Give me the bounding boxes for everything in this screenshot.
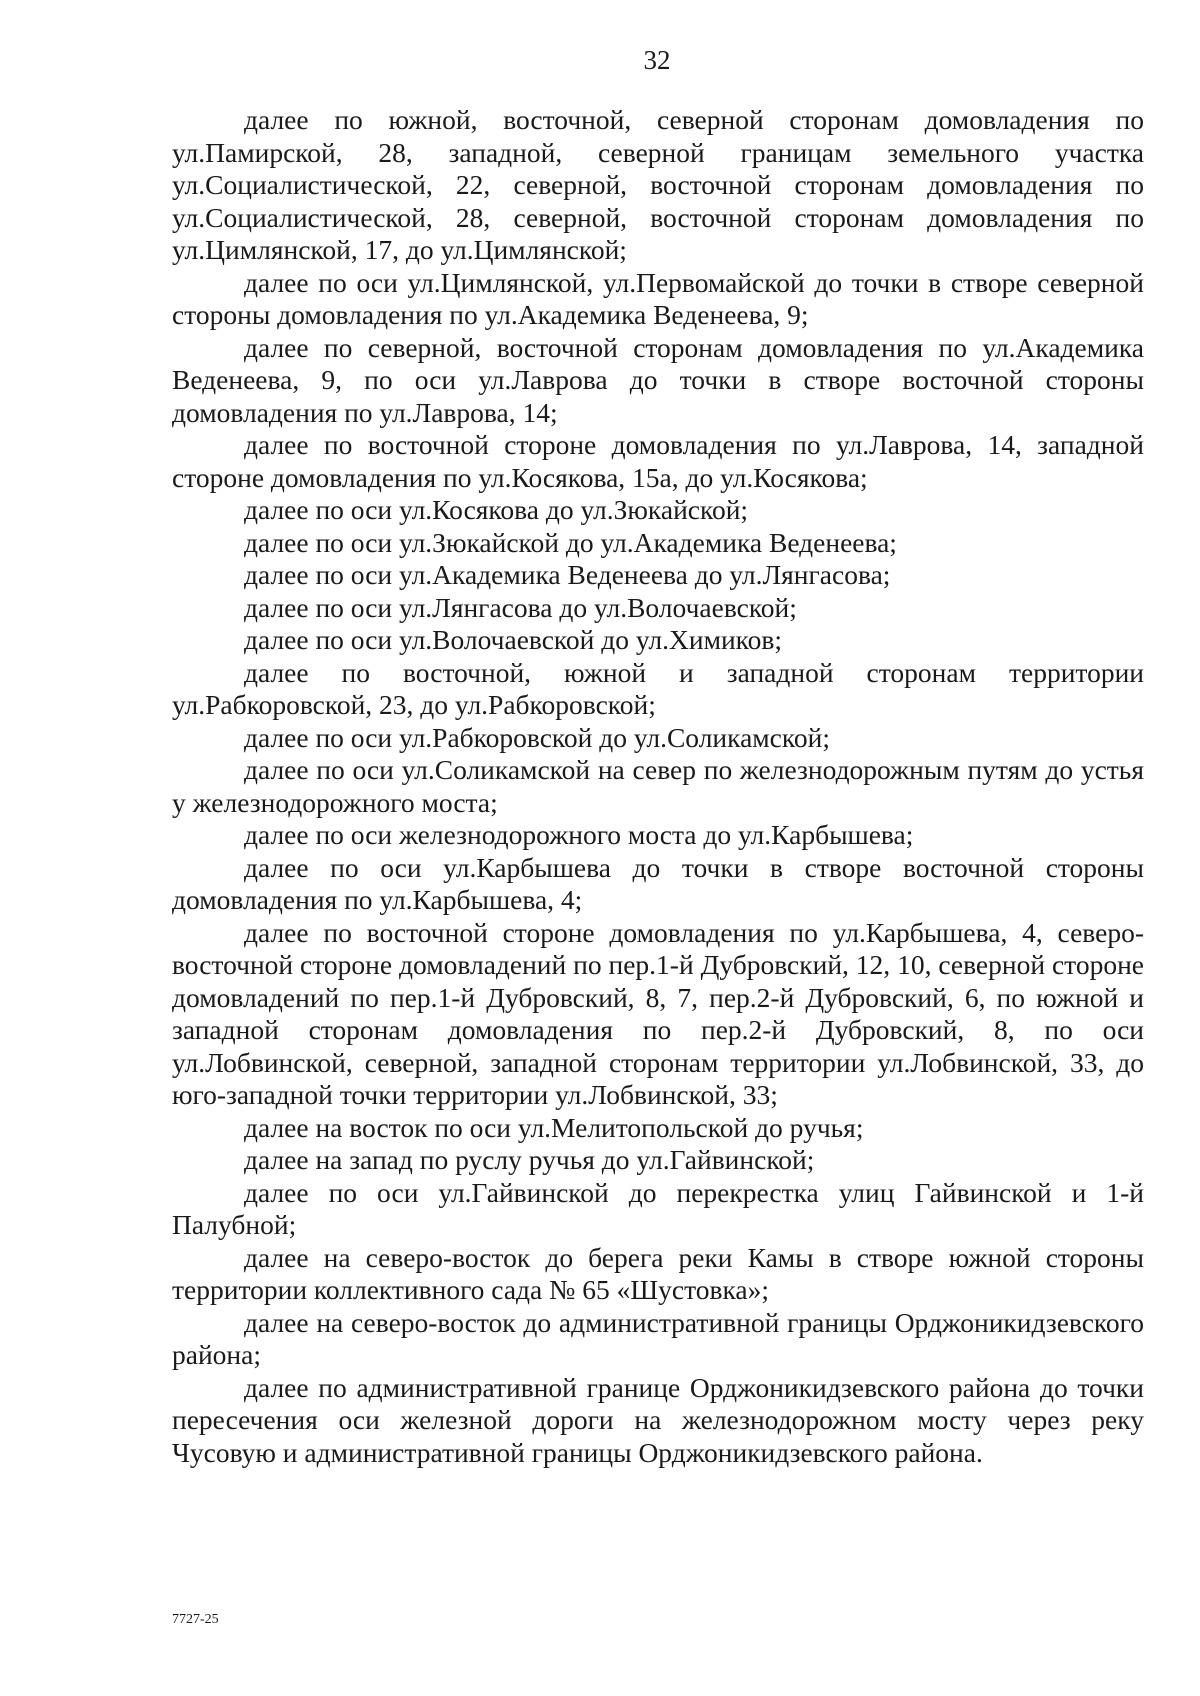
paragraph: далее на северо-восток до административной границы Орджоникидзевского района; bbox=[172, 1306, 1144, 1370]
paragraph: далее по оси ул.Зюкайской до ул.Академика Веденеева; bbox=[244, 526, 897, 558]
paragraph: далее по южной, восточной, северной сторонам домовладения по ул.Памирской, 28, западной, северной границам земельного участка ул.Социалистической, 22, северной, восточной сторонам домовладения по ул.Социалистической, 28, северной, восточной сторонам домовладения по ул.Цимлянской, 17, до ул.Цимлянской; bbox=[172, 104, 1144, 265]
paragraph: далее на запад по руслу ручья до ул.Гайвинской; bbox=[244, 1144, 815, 1175]
paragraph: далее по оси ул.Косякова до ул.Зюкайской; bbox=[244, 494, 749, 525]
paragraph: далее по северной, восточной сторонам домовладения по ул.Академика Веденеева, 9, по оси ул.Лаврова до точки в створе восточной стороны домовладения по ул.Лаврова, 14; bbox=[172, 331, 1144, 428]
paragraph: далее по оси ул.Лянгасова до ул.Волочаевской; bbox=[244, 591, 797, 623]
page-number: 32 bbox=[643, 45, 671, 75]
paragraph: далее на восток по оси ул.Мелитопольской до ручья; bbox=[244, 1111, 864, 1143]
paragraph: далее по оси ул.Волочаевской до ул.Химиков; bbox=[244, 624, 783, 655]
document-code: 7727-25 bbox=[172, 1612, 219, 1627]
paragraph: далее по оси ул.Соликамской на север по железнодорожным путям до устья у железнодорожного моста; bbox=[172, 754, 1144, 818]
paragraph: далее по оси ул.Гайвинской до перекрестка улиц Гайвинской и 1-й Палубной; bbox=[172, 1176, 1144, 1240]
document-body bbox=[172, 104, 1144, 1469]
paragraph: далее на северо-восток до берега реки Камы в створе южной стороны территории коллективного сада № 65 «Шустовка»; bbox=[172, 1241, 1144, 1305]
paragraph: далее по оси ул.Рабкоровской до ул.Соликамской; bbox=[244, 721, 830, 753]
paragraph: далее по восточной стороне домовладения по ул.Лаврова, 14, западной стороне домовладения по ул.Косякова, 15а, до ул.Косякова; bbox=[172, 429, 1144, 493]
paragraph: далее по оси железнодорожного моста до ул.Карбышева; bbox=[244, 819, 914, 850]
paragraph: далее по административной границе Орджоникидзевского района до точки пересечения оси железной дороги на железнодорожном мосту через реку Чусовую и административной границы Орджоникидзевского района. bbox=[172, 1371, 1144, 1468]
paragraph: далее по восточной, южной и западной сторонам территории ул.Рабкоровской, 23, до ул.Рабкоровской; bbox=[172, 656, 1144, 720]
paragraph: далее по восточной стороне домовладения по ул.Карбышева, 4, северо-восточной стороне домовладений по пер.1-й Дубровский, 12, 10, северной стороне домовладений по пер.1-й Дубровский, 8, 7, пер.2-й Дубровский, 6, по южной и западной сторонам домовладения по пер.2-й Дубровский, 8, по оси ул.Лобвинской, северной, западной сторонам территории ул.Лобвинской, 33, до юго-западной точки территории ул.Лобвинской, 33; bbox=[172, 916, 1144, 1110]
paragraph: далее по оси ул.Цимлянской, ул.Первомайской до точки в створе северной стороны домовладения по ул.Академика Веденеева, 9; bbox=[172, 266, 1144, 330]
paragraph: далее по оси ул.Карбышева до точки в створе восточной стороны домовладения по ул.Карбышева, 4; bbox=[172, 851, 1144, 915]
paragraph: далее по оси ул.Академика Веденеева до ул.Лянгасова; bbox=[244, 559, 891, 590]
